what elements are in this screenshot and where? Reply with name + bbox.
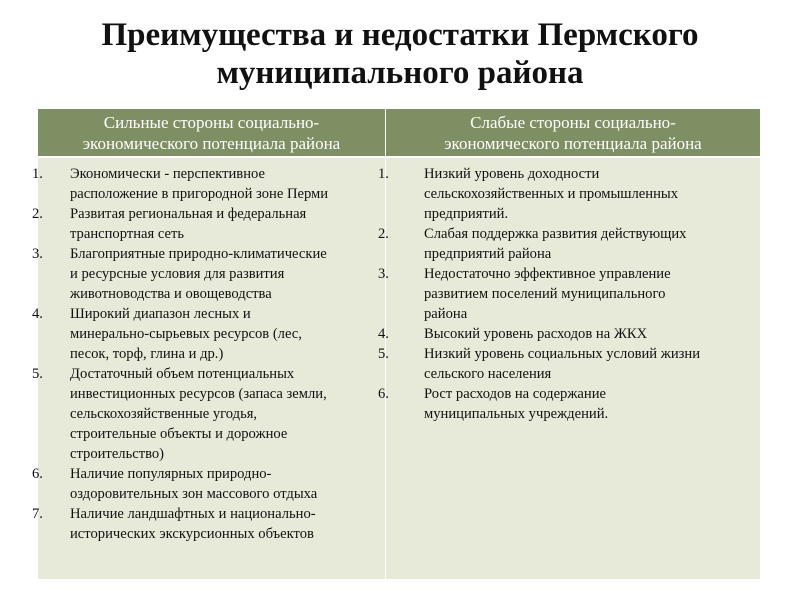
list-item-text	[70, 244, 385, 304]
strengths-header	[38, 109, 386, 158]
weakness-item	[378, 324, 760, 344]
list-item-number: 4.	[378, 326, 389, 342]
weakness-item	[378, 344, 760, 384]
slide-title	[0, 16, 800, 92]
list-item-text-line: песок, торф, глина и др.)	[70, 346, 224, 362]
strengths-column	[32, 158, 386, 579]
list-item-text-line: сельскохозяйственные угодья,	[70, 406, 258, 422]
list-item-text-line: инвестиционных ресурсов (запаса земли,	[70, 386, 327, 402]
list-item-text-line: расположение в пригородной зоне Перми	[70, 186, 329, 202]
list-item-number: 3.	[378, 266, 389, 282]
list-item-text-line: Недостаточно эффективное управление	[424, 266, 671, 282]
comparison-table	[32, 109, 760, 579]
list-item-text-line: развитием поселений муниципального	[424, 286, 666, 302]
slide-title-line: муниципального района	[216, 55, 584, 91]
list-item-text	[424, 164, 760, 224]
list-item-text-line: минерально-сырьевых ресурсов (лес,	[70, 326, 302, 342]
strength-item	[32, 244, 385, 304]
list-item-text-line: сельского населения	[424, 366, 552, 382]
list-item-text-line: Слабая поддержка развития действующих	[424, 226, 687, 242]
list-item-number: 5.	[32, 366, 43, 382]
list-item-text-line: сельскохозяйственных и промышленных	[424, 186, 679, 202]
list-item-text-line: и ресурсные условия для развития	[70, 266, 285, 282]
weaknesses-header-line: Слабые стороны социально-	[470, 113, 676, 132]
list-item-text-line: Высокий уровень расходов на ЖКХ	[424, 326, 648, 342]
weakness-item	[378, 384, 760, 424]
list-item-text-line: Низкий уровень социальных условий жизни	[424, 346, 701, 362]
list-item-text-line: района	[424, 306, 468, 322]
list-item-number: 6.	[32, 466, 43, 482]
list-item-number: 4.	[32, 306, 43, 322]
weaknesses-column	[378, 158, 760, 579]
list-item-text	[424, 324, 760, 344]
list-item-text	[70, 304, 385, 364]
slide-title-line: Преимущества и недостатки Пермского	[101, 17, 699, 53]
list-item-text-line: Широкий диапазон лесных и	[70, 306, 251, 322]
list-item-number: 1.	[32, 166, 43, 182]
list-item-text	[424, 344, 760, 384]
list-item-number: 2.	[32, 206, 43, 222]
list-item-text-line: Наличие популярных природно-	[70, 466, 272, 482]
list-item-number: 7.	[32, 506, 43, 522]
weakness-item	[378, 164, 760, 224]
list-item-number: 2.	[378, 226, 389, 242]
strength-item	[32, 504, 385, 544]
list-item-text-line: Рост расходов на содержание	[424, 386, 607, 402]
list-item-text-line: Экономически - перспективное	[70, 166, 265, 182]
strength-item	[32, 464, 385, 504]
weaknesses-list	[378, 164, 760, 424]
list-item-text-line: строительные объекты и дорожное	[70, 426, 288, 442]
list-item-text	[70, 364, 385, 464]
list-item-number: 1.	[378, 166, 389, 182]
list-item-text-line: Наличие ландшафтных и национально-	[70, 506, 316, 522]
list-item-text-line: Достаточный объем потенциальных	[70, 366, 295, 382]
list-item-text-line: исторических экскурсионных объектов	[70, 526, 314, 542]
list-item-text-line: муниципальных учреждений.	[424, 406, 609, 422]
list-item-text	[424, 384, 760, 424]
strength-item	[32, 304, 385, 364]
list-item-text-line: строительство)	[70, 446, 165, 462]
list-item-number: 3.	[32, 246, 43, 262]
list-item-text-line: транспортная сеть	[70, 226, 185, 242]
weaknesses-header-line: экономического потенциала района	[444, 134, 702, 153]
strengths-header-line: экономического потенциала района	[82, 134, 341, 153]
list-item-text	[70, 204, 385, 244]
strength-item	[32, 164, 385, 204]
list-item-text	[424, 264, 760, 324]
list-item-text-line: предприятий.	[424, 206, 509, 222]
weaknesses-header	[386, 109, 760, 158]
list-item-text-line: Благоприятные природно-климатические	[70, 246, 327, 262]
strength-item	[32, 364, 385, 464]
list-item-number: 5.	[378, 346, 389, 362]
list-item-text-line: оздоровительных зон массового отдыха	[70, 486, 318, 502]
list-item-text-line: предприятий района	[424, 246, 552, 262]
list-item-number: 6.	[378, 386, 389, 402]
list-item-text-line: Низкий уровень доходности	[424, 166, 600, 182]
strength-item	[32, 204, 385, 244]
list-item-text	[70, 504, 385, 544]
list-item-text	[70, 164, 385, 204]
strengths-header-line: Сильные стороны социально-	[103, 113, 320, 132]
weakness-item	[378, 224, 760, 264]
strengths-list	[32, 164, 385, 544]
list-item-text-line: Развитая региональная и федеральная	[70, 206, 307, 222]
list-item-text	[70, 464, 385, 504]
list-item-text	[424, 224, 760, 264]
list-item-text-line: животноводства и овощеводства	[70, 286, 272, 302]
weakness-item	[378, 264, 760, 324]
